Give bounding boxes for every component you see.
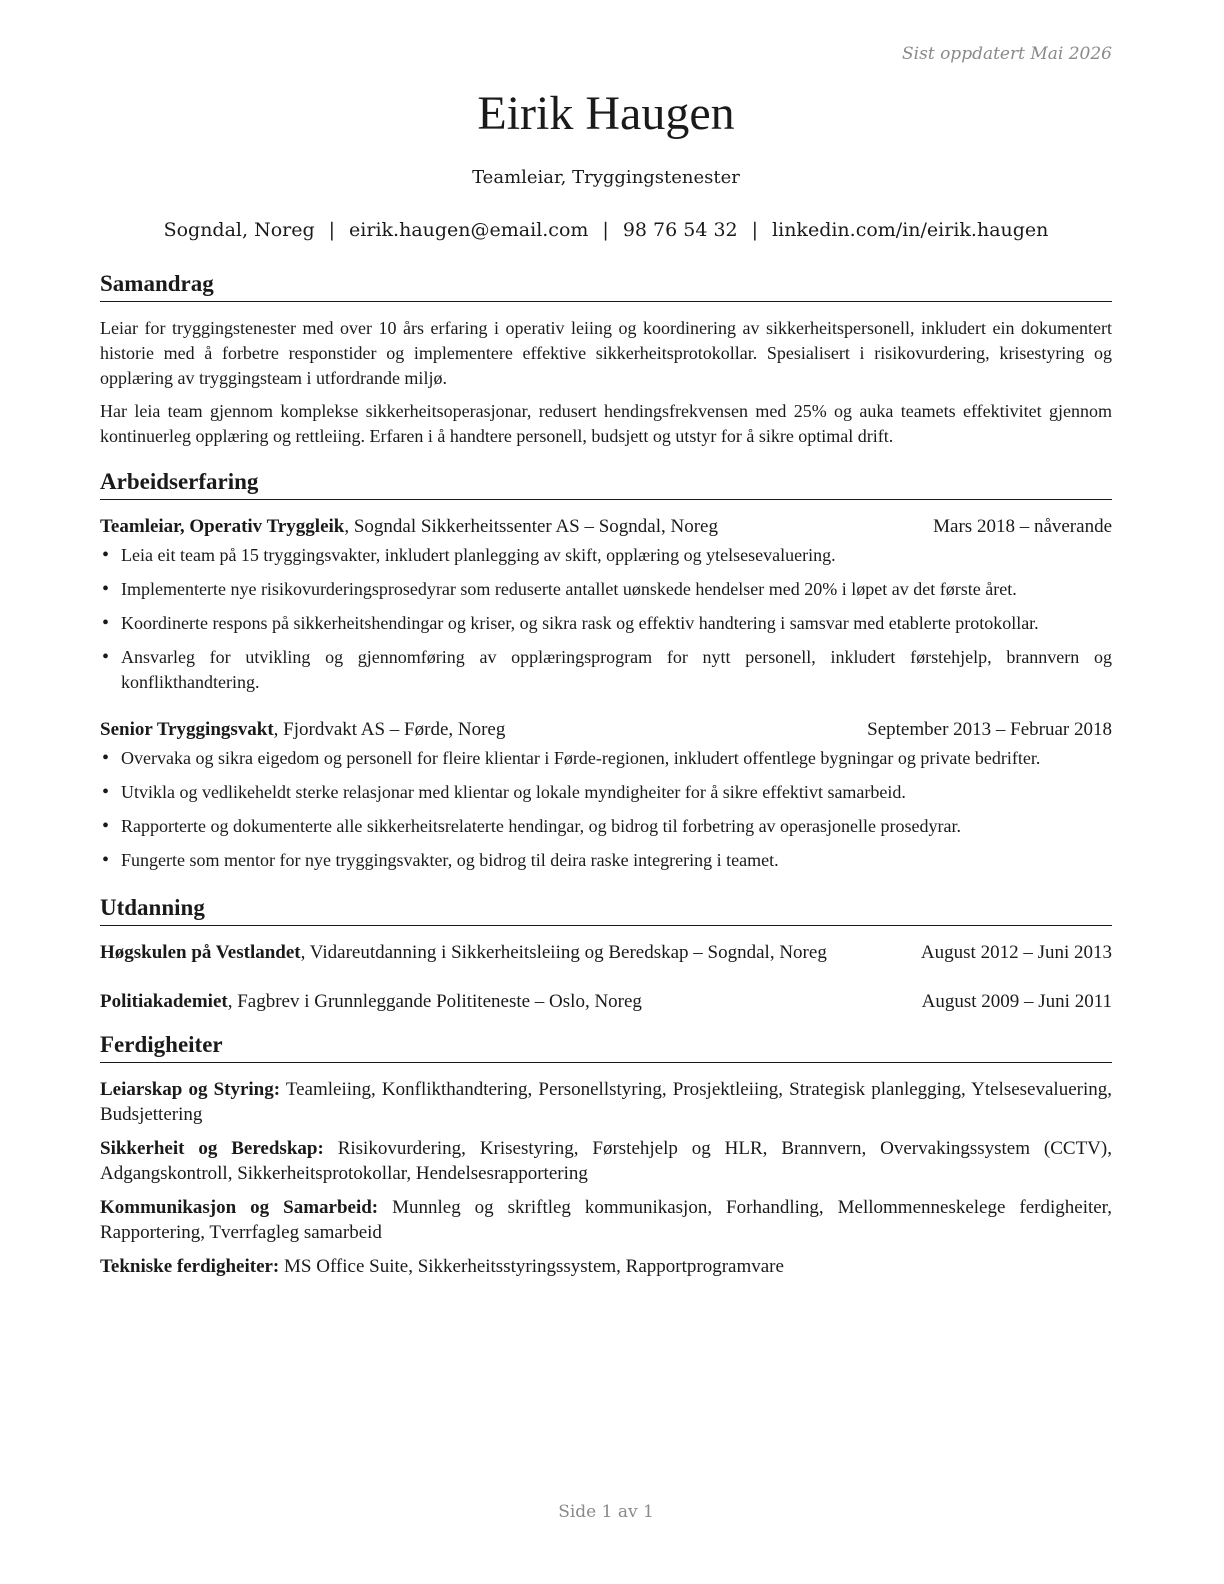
contact-linkedin[interactable]: linkedin.com/in/eirik.haugen bbox=[772, 219, 1049, 241]
experience-section bbox=[100, 467, 1112, 873]
skill-list: MS Office Suite, Sikkerheitsstyringssystem, Rapportprogramvare bbox=[279, 1256, 784, 1277]
section-heading: Arbeidserfaring bbox=[100, 467, 1112, 500]
job-entry bbox=[100, 717, 1112, 873]
education-dates: August 2012 – Juni 2013 bbox=[920, 942, 1112, 963]
job-entry bbox=[100, 514, 1112, 695]
job-bullet: • Implementerte nye risikovurderingsprosedyrar som reduserte antallet uønskede hendelser med 20% i løpet av det første året. bbox=[100, 577, 1112, 602]
job-bullet: • Utvikla og vedlikeheldt sterke relasjonar med klientar og lokale myndigheiter for å sikre effektivt samarbeid. bbox=[100, 780, 1112, 805]
contact-separator: | bbox=[602, 219, 609, 241]
section-heading: Utdanning bbox=[100, 893, 1112, 926]
skill-list: Munnleg og skriftleg kommunikasjon, Forhandling, Mellommenneskelege ferdigheiter, Rapportering, Tverrfagleg samarbeid bbox=[100, 1197, 1112, 1243]
summary-section bbox=[100, 269, 1112, 449]
job-dates: September 2013 – Februar 2018 bbox=[867, 719, 1112, 740]
contact-line bbox=[100, 219, 1112, 241]
job-bullet: • Koordinerte respons på sikkerheitshendingar og kriser, og sikra rask og effektiv handtering i samsvar med etablerte protokollar. bbox=[100, 611, 1112, 636]
last-updated: Sist oppdatert Mai 2026 bbox=[902, 44, 1112, 64]
skill-label: Kommunikasjon og Samarbeid: bbox=[100, 1197, 379, 1218]
resume-content bbox=[100, 269, 1112, 1288]
skill-list: Risikovurdering, Krisestyring, Førstehjelp og HLR, Brannvern, Overvakingssystem (CCTV), Adgangskontroll, Sikkerheitsprotokollar, Hendelsesrapportering bbox=[100, 1138, 1112, 1184]
job-org: , Sogndal Sikkerheitssenter AS – Sogndal, Noreg bbox=[344, 516, 718, 537]
skill-group bbox=[100, 1136, 1112, 1186]
job-bullets bbox=[100, 746, 1112, 873]
resume-page bbox=[100, 0, 1112, 1584]
job-bullet: • Rapporterte og dokumenterte alle sikkerheitsrelaterte hendingar, og bidrog til forbetring av operasjonelle prosedyrar. bbox=[100, 814, 1112, 839]
summary-paragraph: Leiar for tryggingstenester med over 10 års erfaring i operativ leiing og koordinering av sikkerheitspersonell, inkludert ein dokumentert historie med å forbetre responstider og implementere effektive sikkerheitsprotokollar. Spesialisert i risikovurdering, krisestyring og opplæring av tryggingsteam i utfordrande miljø. bbox=[100, 318, 1112, 388]
page-number: Side 1 av 1 bbox=[558, 1502, 654, 1522]
education-school: Høgskulen på Vestlandet bbox=[100, 942, 301, 963]
skill-label: Tekniske ferdigheiter: bbox=[100, 1256, 280, 1277]
person-name: Eirik Haugen bbox=[477, 87, 735, 140]
job-title: Teamleiar, Tryggingstenester bbox=[472, 167, 740, 188]
section-heading: Samandrag bbox=[100, 269, 1112, 302]
education-school: Politiakademiet bbox=[100, 991, 228, 1012]
job-role: Senior Tryggingsvakt bbox=[100, 719, 274, 740]
skill-label: Leiarskap og Styring: bbox=[100, 1079, 281, 1100]
skill-group bbox=[100, 1254, 1112, 1279]
job-bullet: • Fungerte som mentor for nye tryggingsvakter, og bidrog til deira raske integrering i teamet. bbox=[100, 848, 1112, 873]
job-role: Teamleiar, Operativ Tryggleik bbox=[100, 516, 345, 537]
contact-separator: | bbox=[751, 219, 759, 241]
skills-section bbox=[100, 1030, 1112, 1279]
job-bullet: • Overvaka og sikra eigedom og personell for fleire klientar i Førde-regionen, inkludert offentlege bygningar og private bedrifter. bbox=[100, 746, 1112, 771]
job-bullet: • Leia eit team på 15 tryggingsvakter, inkludert planlegging av skift, opplæring og ytelsesevaluering. bbox=[100, 543, 1112, 568]
contact-email[interactable]: eirik.haugen@email.com bbox=[349, 219, 589, 241]
education-entry bbox=[100, 940, 1112, 965]
contact-phone: 98 76 54 32 bbox=[622, 219, 738, 241]
summary-paragraph: Har leia team gjennom komplekse sikkerheitsoperasjonar, redusert hendingsfrekvensen med 25% og auka teamets effektivitet gjennom kontinuerleg opplæring og rettleiing. Erfaren i å handtere personell, budsjett og utstyr for å sikre optimal drift. bbox=[100, 401, 1112, 446]
job-header bbox=[100, 717, 1112, 742]
education-entry bbox=[100, 989, 1112, 1014]
education-detail: , Vidareutdanning i Sikkerheitsleiing og Beredskap – Sogndal, Noreg bbox=[300, 942, 827, 963]
section-heading: Ferdigheiter bbox=[100, 1030, 1112, 1063]
skill-list: Teamleiing, Konflikthandtering, Personellstyring, Prosjektleiing, Strategisk planlegging, Ytelsesevaluering, Budsjettering bbox=[100, 1079, 1112, 1125]
education-detail: , Fagbrev i Grunnleggande Polititeneste – Oslo, Noreg bbox=[227, 991, 642, 1012]
skill-group bbox=[100, 1195, 1112, 1245]
contact-location: Sogndal, Noreg bbox=[163, 219, 315, 241]
job-header bbox=[100, 514, 1112, 539]
job-dates: Mars 2018 – nåverande bbox=[933, 516, 1112, 537]
contact-separator: | bbox=[328, 219, 336, 241]
job-bullet: • Ansvarleg for utvikling og gjennomføring av opplæringsprogram for nytt personell, inkludert førstehjelp, brannvern og konflikthandtering. bbox=[100, 645, 1112, 695]
education-dates: August 2009 – Juni 2011 bbox=[921, 991, 1112, 1012]
education-section bbox=[100, 893, 1112, 1014]
job-org: , Fjordvakt AS – Førde, Noreg bbox=[273, 719, 506, 740]
job-bullets bbox=[100, 543, 1112, 695]
skill-label: Sikkerheit og Beredskap: bbox=[100, 1138, 324, 1159]
skill-group bbox=[100, 1077, 1112, 1127]
